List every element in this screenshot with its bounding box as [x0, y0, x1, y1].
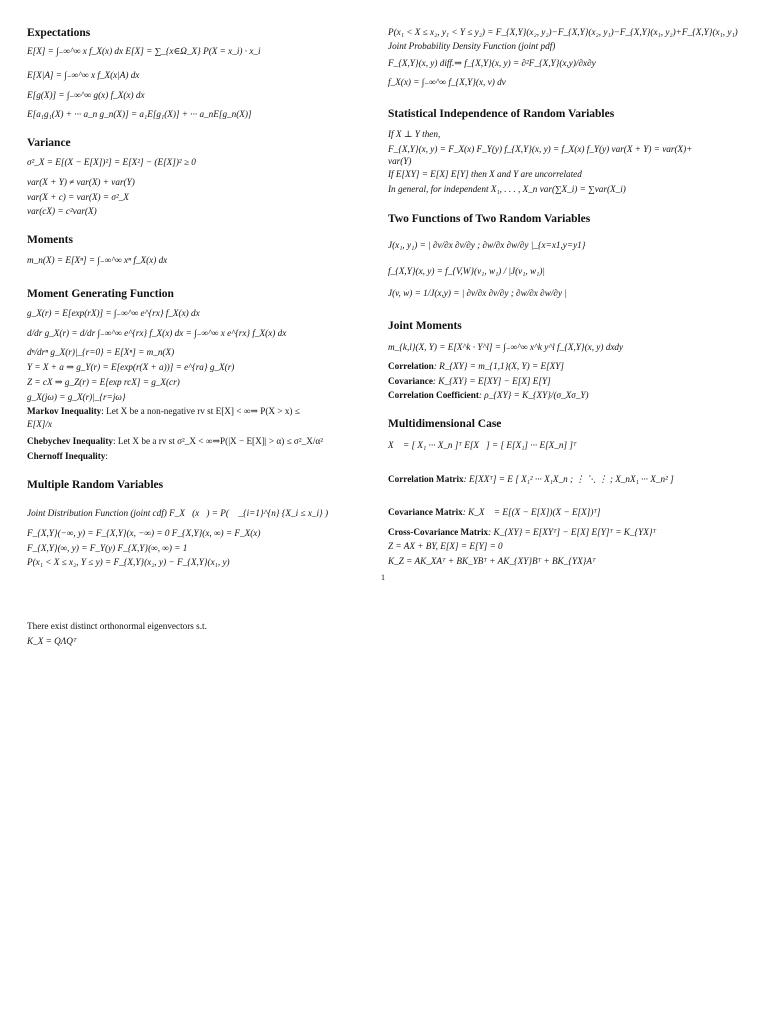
cross-covariance-label: Cross-Covariance Matrix	[388, 527, 489, 537]
marginal-pdf: f_X(x) = ∫₋∞^∞ f_{X,Y}(x, v) dv	[388, 77, 506, 87]
chernoff-inequality	[27, 451, 108, 462]
covariance-label: Covariance	[388, 376, 433, 386]
variance-line-2: var(X + Y) ≠ var(X) + var(Y)	[27, 177, 135, 187]
mgf-line-1: g_X(r) = E[exp(rX)] = ∫₋∞^∞ e^{rx} f_X(x) dx	[27, 308, 200, 318]
multiple-rv-heading: Multiple Random Variables	[27, 479, 164, 491]
joint-moments-heading: Joint Moments	[388, 320, 462, 332]
page-number: 1	[381, 573, 385, 582]
jacobian-line: J(x₁, y₁) = | ∂v/∂x ∂v/∂y ; ∂w/∂x ∂w/∂y |_{x=x1,y=y1}	[388, 240, 586, 250]
correlation-line	[388, 361, 564, 372]
markov-label: Markov Inequality	[27, 406, 102, 416]
markov-text: : Let X be a non-negative rv st E[X] < ∞⇒ P(X > x) ≤	[101, 406, 300, 416]
footer-note-1: There exist distinct orthonormal eigenvectors s.t.	[27, 621, 207, 631]
chernoff-text: :	[105, 451, 108, 461]
variance-line-1: σ²_X = E[(X − E[X])²] = E[X²] − (E[X])² ≥ 0	[27, 157, 196, 167]
joint-prob-line: P(x₁ < X ≤ x₂, y₁ < Y ≤ y₂) = F_{X,Y}(x₂, y₂)−F_{X,Y}(x₂, y₁)−F_{X,Y}(x₁, y₂)+F_{X,Y}(x₁, y₁)	[388, 27, 738, 37]
chebychev-text: : Let X be a rv st σ²_X < ∞⇒P(|X − E[X]| > α) ≤ σ²_X/α²	[113, 436, 323, 446]
mgf-line-5: Z = cX ⇒ g_Z(r) = E[exp rcX] = g_X(cr)	[27, 377, 180, 387]
variance-heading: Variance	[27, 137, 71, 149]
mgf-line-2: d/dr g_X(r) = d/dr ∫₋∞^∞ e^{rx} f_X(x) dx = ∫₋∞^∞ x e^{rx} f_X(x) dx	[27, 328, 287, 338]
independence-line-4: If E[XY] = E[X] E[Y] then X and Y are uncorrelated	[388, 169, 582, 179]
correlation-coefficient-label: Correlation Coefficient	[388, 390, 479, 400]
covariance-line	[388, 376, 551, 387]
correlation-coefficient-text: : ρ_{XY} = K_{XY}/(σ_Xσ_Y)	[478, 390, 589, 400]
expectations-line-4: E[a₁g₁(X) + ··· a_n g_n(X)] = a₁E[g₁(X)] + ··· a_nE[g_n(X)]	[27, 109, 252, 119]
expectations-line-1: E[X] = ∫₋∞^∞ x f_X(x) dx E[X] = ∑_{x∈Ω_X} P(X = x_i) · x_i	[27, 46, 261, 56]
correlation-matrix-label: Correlation Matrix	[388, 474, 464, 484]
joint-pdf-diff: F_{X,Y}(x, y) diff.⇒ f_{X,Y}(x, y) = ∂²F_{X,Y}(x,y)/∂x∂y	[388, 58, 596, 68]
correlation-label: Correlation	[388, 361, 434, 371]
cross-covariance-text: : K_{XY} = E[XYᵀ] − E[X] E[Y]ᵀ = K_{YX}ᵀ	[488, 527, 657, 537]
covariance-matrix-label: Covariance Matrix	[388, 507, 463, 517]
independence-line-5: In general, for independent X₁, . . . , X_n var(∑X_i) = ∑var(X_i)	[388, 184, 626, 194]
mgf-line-6: g_X(jω) = g_X(r)|_{r=jω}	[27, 392, 126, 402]
footer-note-2: K_X = QΛQᵀ	[27, 636, 77, 646]
two-functions-heading: Two Functions of Two Random Variables	[388, 213, 591, 225]
expectations-line-2: E[X|A] = ∫₋∞^∞ x f_X(x|A) dx	[27, 70, 140, 80]
independence-heading: Statistical Independence of Random Variables	[388, 108, 615, 120]
covariance-text: : K_{XY} = E[XY] − E[X] E[Y]	[432, 376, 551, 386]
multiple-line-2: F_{X,Y}(−∞, y) = F_{X,Y}(x, −∞) = 0 F_{X,Y}(x, ∞) = F_X(x)	[27, 528, 261, 538]
covariance-matrix-line	[388, 507, 601, 518]
inverse-jacobian-line: J(v, w) = 1/J(x,y) = | ∂v/∂x ∂v/∂y ; ∂w/∂x ∂w/∂y |	[388, 288, 567, 298]
joint-pdf-caption: Joint Probability Density Function (joint pdf)	[388, 41, 556, 51]
mgf-line-3: dⁿ/drⁿ g_X(r)|_{r=0} = E[Xⁿ] = m_n(X)	[27, 347, 175, 357]
chebychev-inequality	[27, 436, 323, 447]
correlation-matrix-line	[388, 474, 674, 485]
mgf-line-4: Y = X + a ⇒ g_Y(r) = E[exp(r(X + a))] = e^{ra} g_X(r)	[27, 362, 235, 372]
variance-line-3: var(X + c) = var(X) = σ²_X	[27, 192, 129, 202]
mgf-heading: Moment Generating Function	[27, 288, 174, 300]
kz-line: K_Z = AK_XAᵀ + BK_YBᵀ + AK_{XY}Bᵀ + BK_{YX}Aᵀ	[388, 556, 596, 566]
joint-moment-line: m_{k,l}(X, Y) = E[X^k · Y^l] = ∫₋∞^∞ x^k y^l f_{X,Y}(x, y) dxdy	[388, 342, 624, 352]
markov-tail: E[X]/x	[27, 419, 53, 429]
correlation-matrix-text: : E[XXᵀ] = E [ X₁² ··· X₁X_n ; ⋮ ⋱ ⋮ ; X_nX₁ ··· X_n² ]	[463, 474, 674, 484]
correlation-coefficient-line	[388, 390, 589, 401]
markov-inequality	[27, 406, 300, 417]
chernoff-label: Chernoff Inequality	[27, 451, 106, 461]
moments-heading: Moments	[27, 234, 73, 246]
expectations-heading: Expectations	[27, 27, 91, 39]
independence-line-3: var(Y)	[388, 156, 412, 166]
cross-covariance-line	[388, 527, 656, 538]
transformed-pdf-line: f_{X,Y}(x, y) = f_{V,W}(v₁, w₁) / |J(v₁, w₁)|	[388, 266, 545, 276]
covariance-matrix-text: : K_X⃗ = E[(X − E[X])(X − E[X])ᵀ]	[462, 507, 601, 517]
moments-line-1: m_n(X) = E[Xⁿ] = ∫₋∞^∞ xⁿ f_X(x) dx	[27, 255, 168, 265]
chebychev-label: Chebychev Inequality	[27, 436, 114, 446]
variance-line-4: var(cX) = c²var(X)	[27, 206, 97, 216]
independence-line-2: F_{X,Y}(x, y) = F_X(x) F_Y(y) f_{X,Y}(x, y) = f_X(x) f_Y(y) var(X + Y) = var(X)+	[388, 144, 693, 154]
multiple-line-3: F_{X,Y}(∞, y) = F_Y(y) F_{X,Y}(∞, ∞) = 1	[27, 543, 188, 553]
linear-combination-line: Z = AX + BY, E[X] = E[Y] = 0	[388, 541, 503, 551]
vector-line: X⃗ = [ X₁ ··· X_n ]ᵀ E[X⃗] = [ E[X₁] ··· E[X_n] ]ᵀ	[388, 440, 577, 450]
independence-line-1: If X ⊥ Y then,	[388, 129, 441, 139]
expectations-line-3: E[g(X)] = ∫₋∞^∞ g(x) f_X(x) dx	[27, 90, 145, 100]
correlation-text: : R_{XY} = m_{1,1}(X, Y) = E[XY]	[433, 361, 564, 371]
multiple-line-4: P(x₁ < X ≤ x₂, Y ≤ y) = F_{X,Y}(x₂, y) − F_{X,Y}(x₁, y)	[27, 557, 230, 567]
multidim-heading: Multidimensional Case	[388, 418, 502, 430]
multiple-line-1: Joint Distribution Function (joint cdf) F_X⃗(x⃗) = P( ⋂_{i=1}^{n} {X_i ≤ x_i} )	[27, 508, 329, 518]
